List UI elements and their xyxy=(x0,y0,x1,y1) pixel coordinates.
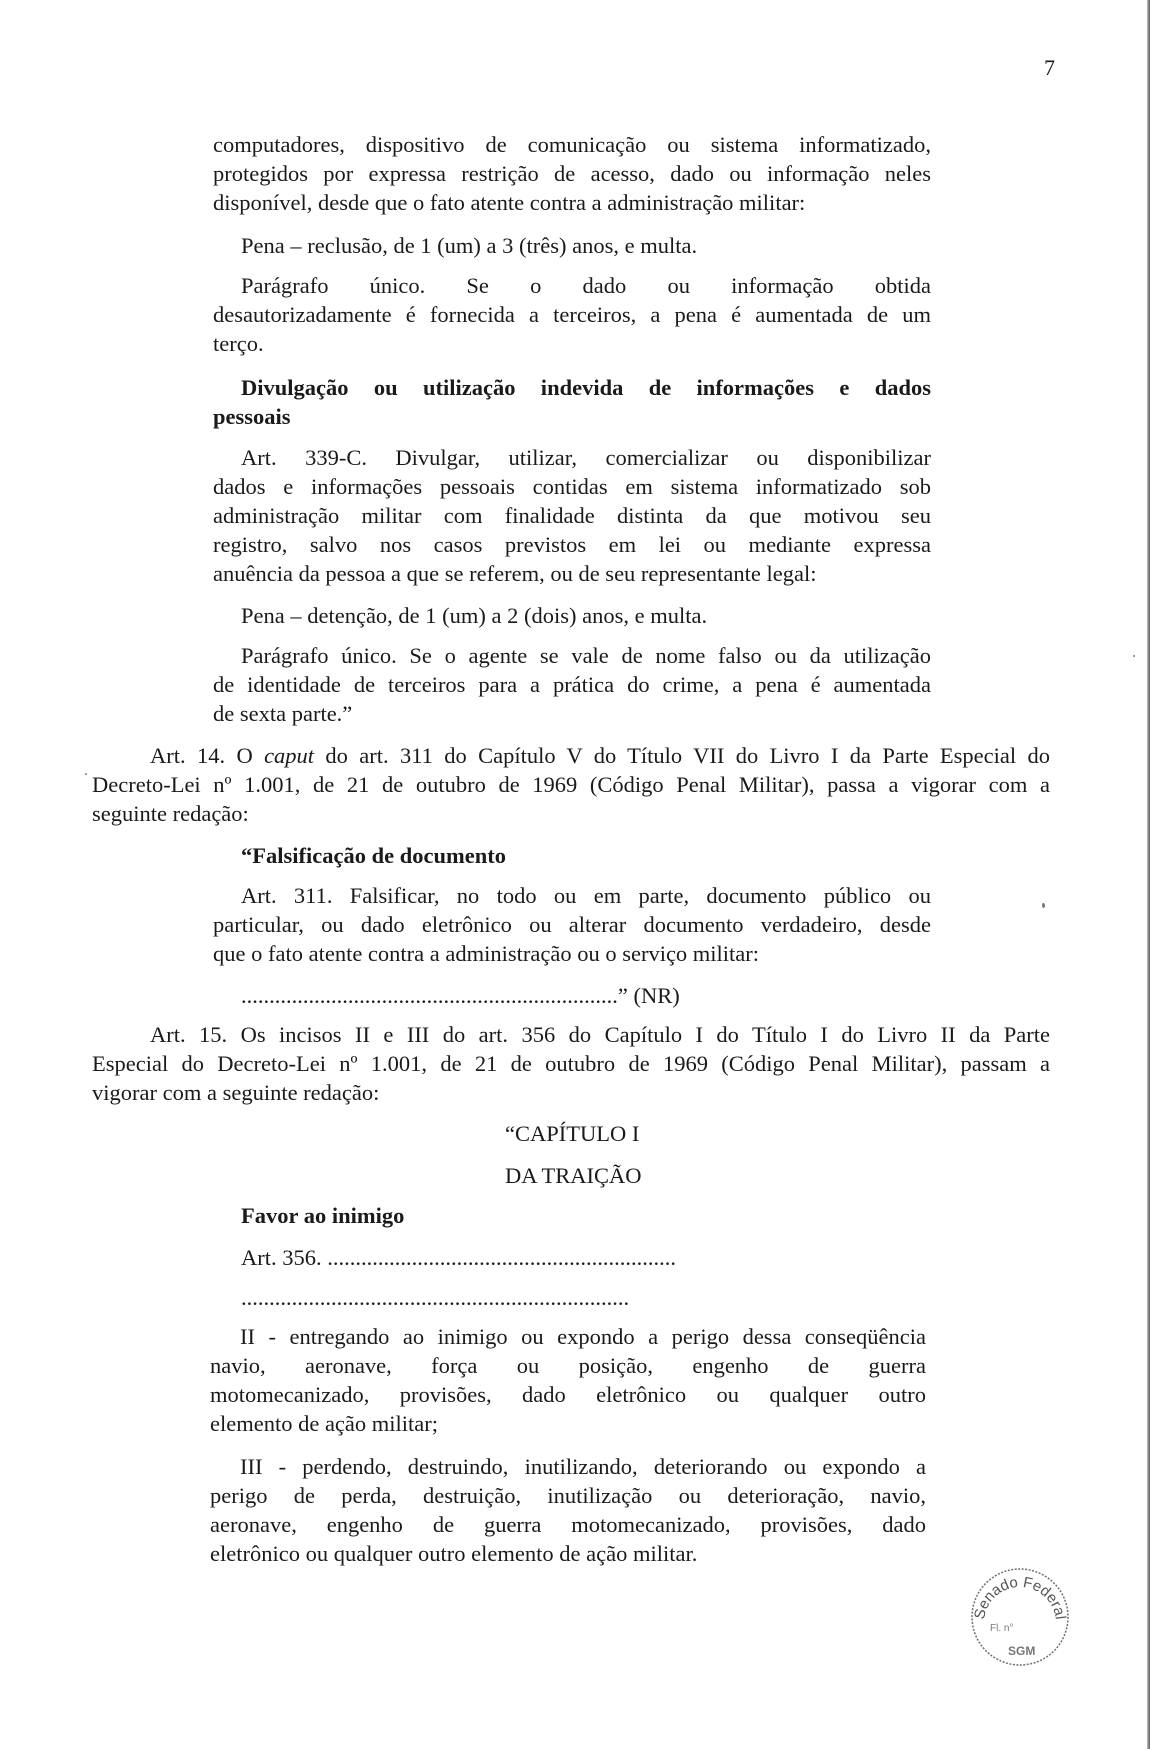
stamp-seal-icon xyxy=(968,1565,1072,1669)
art15-text: Art. 15. Os incisos II e III do art. 356 do Capítulo I do Título I do Livro II da Parte Especial do Decreto-Lei nº 1.001, de 21 de outubro de 1969 (Código Penal Militar), passam a vigorar com a seguinte redação: xyxy=(92,1022,1050,1105)
scan-speck xyxy=(1042,903,1045,908)
inciso-ii: II - entregando ao inimigo ou expondo a perigo dessa conseqüência navio, aeronave, força ou posição, engenho de guerra motomecanizado, provisões, dado eletrônico ou qualquer outro elemento de ação militar; xyxy=(210,1324,926,1436)
art339c-pena: Pena – detenção, de 1 (um) a 2 (dois) anos, e multa. xyxy=(241,603,708,628)
art356-caput: Art. 356. .............................................................. xyxy=(241,1245,676,1270)
svg-text:SGM: SGM xyxy=(1008,1644,1036,1658)
senado-federal-stamp xyxy=(968,1565,1072,1669)
art311-ellipsis: ...................................................................” (NR) xyxy=(241,983,680,1008)
art339b-pena: Pena – reclusão, de 1 (um) a 3 (três) anos, e multa. xyxy=(241,233,698,258)
art339b-paragrafo: Parágrafo único. Se o dado ou informação obtida desautorizadamente é fornecida a terceiros, a pena é aumentada de um terço. xyxy=(213,273,931,356)
art339c-paragrafo: Parágrafo único. Se o agente se vale de nome falso ou da utilização de identidade de terceiros para a prática do crime, a pena é aumentada de sexta parte.” xyxy=(213,643,931,726)
art339c-heading: Divulgação ou utilização indevida de informações e dados pessoais xyxy=(213,375,931,429)
chapter-number: “CAPÍTULO I xyxy=(505,1121,640,1146)
page-number: 7 xyxy=(1044,55,1055,80)
inciso-iii: III - perdendo, destruindo, inutilizando, deteriorando ou expondo a perigo de perda, destruição, inutilização ou deterioração, navio, aeronave, engenho de guerra motomecanizado, provisões, dado eletrônico ou qualquer outro elemento de ação militar. xyxy=(210,1454,926,1566)
art14-text: Art. 14. O caput do art. 311 do Capítulo V do Título VII do Livro I da Parte Especial do Decreto-Lei nº 1.001, de 21 de outubro de 1969 (Código Penal Militar), passa a vigorar com a seguinte redação: xyxy=(92,743,1050,826)
art339c-text: Art. 339-C. Divulgar, utilizar, comercializar ou disponibilizar dados e informações pessoais contidas em sistema informatizado sob administração militar com finalidade distinta da que motivou seu registro, salvo nos casos previstos em lei ou mediante expressa anuência da pessoa a que se referem, ou de seu representante legal: xyxy=(213,445,931,586)
scan-speck xyxy=(1133,655,1135,657)
art311-text: Art. 311. Falsificar, no todo ou em parte, documento público ou particular, ou dado eletrônico ou alterar documento verdadeiro, desde que o fato atente contra a administração ou o serviço militar: xyxy=(213,883,931,966)
art311-heading: “Falsificação de documento xyxy=(241,843,506,868)
caput-italic: caput xyxy=(264,743,315,768)
svg-text:Fl. n°: Fl. n° xyxy=(990,1623,1014,1634)
chapter-title: DA TRAIÇÃO xyxy=(505,1163,642,1188)
art356-dots: ..................................................................... xyxy=(241,1285,630,1310)
art356-heading: Favor ao inimigo xyxy=(241,1203,405,1228)
art339b-text: computadores, dispositivo de comunicação ou sistema informatizado, protegidos por expressa restrição de acesso, dado ou informação neles disponível, desde que o fato atente contra a administração militar: xyxy=(213,132,931,215)
svg-text:Senado Federal: Senado Federal xyxy=(971,1573,1069,1621)
scan-speck xyxy=(85,773,87,775)
